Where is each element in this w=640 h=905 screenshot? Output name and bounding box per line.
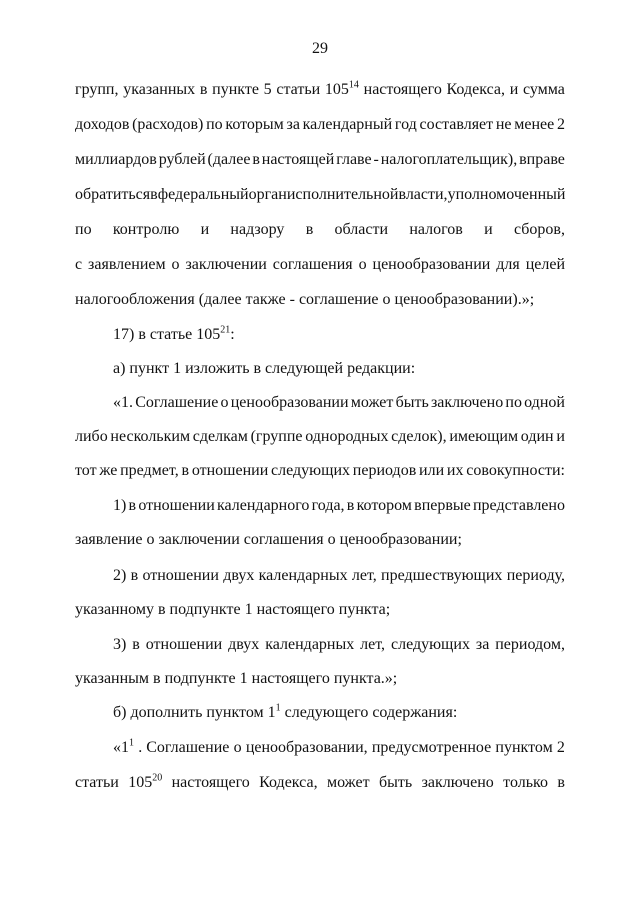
text-chunk — [231, 393, 349, 413]
text-chunk — [396, 393, 429, 413]
chunk-text: 5 — [263, 81, 272, 98]
text-chunk — [75, 220, 92, 240]
text-line — [113, 566, 565, 586]
chunk-text: настоящего — [363, 81, 442, 98]
text-chunk — [88, 255, 166, 275]
chunk-text: только — [503, 774, 548, 791]
text-line — [113, 703, 565, 723]
text-chunk — [448, 185, 566, 205]
chunk-text: в — [557, 774, 565, 791]
chunk-text: сделкам — [192, 428, 248, 445]
text-chunk — [123, 80, 195, 100]
chunk-text: по — [505, 394, 522, 411]
chunk-text: сумма — [522, 81, 565, 98]
chunk-text: соглашения — [272, 256, 353, 273]
text-chunk — [138, 738, 229, 758]
chunk-text: календарных — [265, 636, 355, 653]
chunk-text: с — [75, 256, 83, 273]
text-chunk — [75, 531, 462, 548]
text-chunk — [505, 393, 522, 413]
chunk-text: 3) — [113, 636, 127, 653]
superscript: 20 — [152, 772, 163, 784]
chunk-text: о — [358, 256, 367, 273]
chunk-text: : — [230, 326, 235, 343]
text-line — [75, 461, 565, 481]
chunk-text: Кодекса, — [446, 81, 505, 98]
text-line — [75, 600, 565, 620]
chunk-text: в — [132, 636, 140, 653]
superscript: 1 — [129, 737, 134, 749]
text-chunk — [419, 461, 444, 481]
chunk-text: ценообразовании, — [245, 739, 368, 756]
superscript: 14 — [348, 79, 359, 91]
text-chunk — [381, 566, 502, 586]
text-chunk — [75, 427, 108, 447]
chunk-text: 105 — [128, 774, 153, 791]
chunk-text: следующего содержания: — [280, 704, 458, 721]
chunk-text: быть — [395, 394, 429, 411]
text-chunk — [172, 255, 180, 275]
chunk-text: Соглашение — [135, 394, 219, 411]
chunk-text: года, — [311, 497, 345, 514]
chunk-text: одной — [524, 394, 565, 411]
text-chunk — [264, 80, 272, 100]
text-line — [75, 255, 565, 275]
chunk-text: налогообложения (далее также - соглашение о ценообразовании).»; — [75, 291, 535, 308]
chunk-text: котором — [356, 497, 412, 514]
chunk-text: обратиться — [75, 186, 151, 203]
text-chunk — [503, 773, 548, 793]
text-chunk — [431, 393, 503, 413]
chunk-text: двух — [228, 636, 260, 653]
chunk-text: календарного — [217, 497, 310, 514]
text-chunk — [557, 773, 565, 793]
chunk-text: составляет — [419, 116, 494, 133]
text-chunk — [113, 566, 126, 586]
chunk-text: отношении — [191, 462, 269, 479]
text-chunk — [514, 115, 554, 135]
chunk-text: в — [128, 497, 137, 514]
chunk-text: по — [75, 221, 92, 238]
chunk-text: «1. — [113, 394, 133, 411]
chunk-text: имеющим — [449, 428, 519, 445]
chunk-text: «1 — [113, 739, 129, 756]
chunk-text: статьи — [75, 774, 119, 791]
text-chunk — [113, 360, 415, 377]
chunk-text: указанных — [123, 81, 196, 98]
chunk-text: или — [419, 462, 445, 479]
text-chunk — [305, 427, 388, 447]
text-chunk — [422, 773, 494, 793]
text-chunk — [159, 150, 206, 170]
text-chunk — [138, 496, 214, 516]
text-chunk — [113, 496, 126, 516]
text-chunk — [395, 115, 417, 135]
chunk-text: их — [446, 462, 464, 479]
text-chunk — [496, 115, 512, 135]
chunk-text: о — [220, 394, 229, 411]
text-chunk — [447, 80, 505, 100]
chunk-text: заключено — [421, 774, 494, 791]
text-chunk — [225, 115, 283, 135]
text-chunk — [230, 326, 234, 343]
text-chunk — [113, 704, 281, 721]
text-chunk — [391, 427, 446, 447]
text-chunk — [379, 773, 412, 793]
text-line — [75, 427, 565, 447]
text-chunk — [172, 773, 250, 793]
chunk-text: 2) — [113, 567, 127, 584]
text-chunk — [557, 115, 565, 135]
text-chunk — [273, 255, 353, 275]
text-chunk — [128, 773, 162, 793]
text-chunk — [364, 80, 442, 100]
chunk-text: и — [200, 221, 210, 238]
text-chunk — [526, 255, 565, 275]
text-chunk — [287, 185, 399, 205]
chunk-text: области — [334, 221, 389, 238]
text-chunk — [142, 566, 218, 586]
chunk-text: налогоплательщик), — [380, 151, 518, 168]
chunk-text: федеральный — [157, 186, 249, 203]
chunk-text: 17) в статье 105 — [113, 326, 221, 343]
text-chunk — [131, 566, 139, 586]
text-chunk — [75, 115, 129, 135]
chunk-text: за — [475, 636, 490, 653]
text-chunk — [75, 601, 390, 618]
text-line — [75, 669, 565, 689]
text-chunk — [200, 80, 208, 100]
text-chunk — [158, 185, 249, 205]
chunk-text: исполнительной — [286, 186, 399, 203]
chunk-text: следующих — [271, 462, 350, 479]
text-chunk — [75, 461, 97, 481]
text-chunk — [325, 80, 359, 100]
chunk-text: в — [346, 497, 355, 514]
text-chunk — [132, 635, 140, 655]
chunk-text: пунктом — [495, 739, 553, 756]
chunk-text: не — [495, 116, 512, 133]
chunk-text: год — [394, 116, 417, 133]
text-chunk — [113, 393, 133, 413]
text-chunk — [281, 704, 458, 721]
chunk-text: в — [181, 462, 190, 479]
chunk-text: заявлением — [88, 256, 166, 273]
text-chunk — [246, 738, 368, 758]
chunk-text: совокупности: — [466, 462, 565, 479]
chunk-text: власти, — [398, 186, 448, 203]
chunk-text: 105 — [324, 81, 349, 98]
text-chunk — [306, 220, 314, 240]
text-chunk — [557, 738, 565, 758]
text-chunk — [495, 635, 565, 655]
text-line — [75, 220, 565, 240]
chunk-text: ценообразовании — [372, 256, 491, 273]
text-line — [113, 325, 565, 345]
chunk-text: орган — [248, 186, 287, 203]
chunk-text: отношении — [138, 497, 215, 514]
chunk-text: либо — [75, 428, 108, 445]
chunk-text: (далее — [207, 151, 251, 168]
text-chunk — [519, 150, 565, 170]
text-chunk — [473, 496, 565, 516]
chunk-text: о — [233, 739, 242, 756]
chunk-text: и — [556, 428, 565, 445]
chunk-text: 2 — [556, 116, 565, 133]
chunk-text: настоящей — [261, 151, 335, 168]
text-chunk — [510, 80, 519, 100]
text-chunk — [75, 255, 82, 275]
chunk-text: 1) — [113, 497, 127, 514]
chunk-text: предмет, — [120, 462, 179, 479]
chunk-text: уполномоченный — [447, 186, 566, 203]
text-chunk — [507, 566, 565, 586]
chunk-text: отношении — [145, 636, 223, 653]
chunk-text: (группе — [250, 428, 303, 445]
text-chunk — [391, 635, 470, 655]
chunk-text: периоду, — [506, 567, 565, 584]
chunk-text: статьи — [276, 81, 321, 98]
text-line — [113, 496, 565, 516]
chunk-text: в — [252, 151, 260, 168]
text-line — [75, 80, 565, 100]
chunk-text: один — [520, 428, 554, 445]
text-line — [113, 635, 565, 655]
text-chunk — [193, 427, 248, 447]
superscript: 21 — [220, 324, 231, 336]
chunk-text: групп, — [75, 81, 119, 98]
chunk-text: нескольким — [110, 428, 191, 445]
text-chunk — [523, 80, 565, 100]
chunk-text: настоящего — [171, 774, 250, 791]
chunk-text: предусмотренное — [371, 739, 492, 756]
text-chunk — [353, 461, 416, 481]
chunk-text: впервые — [414, 497, 471, 514]
text-chunk — [113, 220, 179, 240]
chunk-text: за — [286, 116, 300, 133]
chunk-text: периодом, — [495, 636, 565, 653]
text-chunk — [484, 220, 493, 240]
text-chunk — [276, 80, 320, 100]
chunk-text: целей — [525, 256, 565, 273]
chunk-text: надзору — [230, 221, 285, 238]
chunk-text: вправе — [519, 151, 565, 168]
chunk-text: заявление о заключении соглашения о ценообразовании; — [75, 531, 462, 548]
chunk-text: контролю — [112, 221, 180, 238]
text-chunk — [398, 185, 447, 205]
text-chunk — [495, 738, 552, 758]
text-chunk — [228, 635, 259, 655]
chunk-text: для — [496, 256, 520, 273]
text-chunk — [414, 496, 471, 516]
chunk-text: и — [484, 221, 493, 238]
text-chunk — [75, 773, 119, 793]
chunk-text: б) дополнить пунктом 1 — [113, 704, 276, 721]
text-line — [113, 393, 565, 413]
text-chunk — [524, 393, 565, 413]
text-chunk — [181, 461, 189, 481]
text-chunk — [217, 496, 309, 516]
chunk-text: лет, — [351, 567, 377, 584]
text-chunk — [419, 115, 493, 135]
text-line — [75, 185, 565, 205]
text-chunk — [120, 461, 179, 481]
text-chunk — [113, 738, 134, 758]
chunk-text: представлено — [472, 497, 565, 514]
chunk-text: календарных — [258, 567, 348, 584]
chunk-text: о — [171, 256, 180, 273]
text-chunk — [357, 496, 412, 516]
text-chunk — [192, 461, 268, 481]
text-chunk — [303, 115, 393, 135]
chunk-text: миллиардов — [75, 151, 157, 168]
chunk-text: заключено — [430, 394, 504, 411]
chunk-text: которым — [225, 116, 284, 133]
chunk-text: сделок), — [391, 428, 447, 445]
text-chunk — [212, 80, 259, 100]
page-number: 29 — [312, 40, 328, 57]
chunk-text: в — [199, 81, 208, 98]
chunk-text: лет, — [360, 636, 386, 653]
text-chunk — [514, 220, 565, 240]
chunk-text: налогов — [409, 221, 463, 238]
text-chunk — [259, 773, 317, 793]
chunk-text: сборов, — [513, 221, 565, 238]
text-chunk — [409, 220, 463, 240]
chunk-text: ценообразовании — [230, 394, 349, 411]
chunk-text: в — [305, 221, 314, 238]
text-chunk — [75, 150, 157, 170]
text-chunk — [335, 220, 388, 240]
chunk-text: календарный — [302, 116, 393, 133]
text-chunk — [466, 461, 565, 481]
text-chunk — [249, 185, 287, 205]
text-chunk — [374, 150, 379, 170]
chunk-text: однородных — [305, 428, 389, 445]
text-chunk — [146, 635, 222, 655]
chunk-text: 2 — [556, 739, 565, 756]
text-chunk — [271, 461, 350, 481]
text-chunk — [352, 566, 377, 586]
chunk-text: быть — [379, 774, 413, 791]
chunk-text: отношении — [142, 567, 219, 584]
text-chunk — [381, 150, 518, 170]
text-chunk — [113, 326, 230, 343]
text-chunk — [351, 393, 394, 413]
chunk-text: рублей — [158, 151, 206, 168]
text-chunk — [75, 291, 534, 308]
text-chunk — [99, 461, 117, 481]
chunk-text: . Соглашение — [138, 739, 230, 756]
text-line — [75, 290, 565, 310]
text-chunk — [230, 220, 284, 240]
chunk-text: главе — [336, 151, 372, 168]
chunk-text: по — [206, 116, 223, 133]
text-chunk — [252, 150, 260, 170]
text-chunk — [336, 150, 371, 170]
text-chunk — [447, 461, 464, 481]
chunk-text: - — [373, 151, 379, 168]
text-line — [113, 359, 565, 379]
text-line — [113, 738, 565, 758]
text-chunk — [185, 255, 266, 275]
text-chunk — [75, 185, 150, 205]
text-chunk — [75, 80, 118, 100]
text-chunk — [132, 115, 203, 135]
chunk-text: доходов — [75, 116, 130, 133]
superscript: 1 — [275, 702, 281, 714]
chunk-text: Кодекса, — [259, 774, 318, 791]
text-line — [75, 150, 565, 170]
chunk-text: менее — [514, 116, 555, 133]
chunk-text: периодов — [352, 462, 417, 479]
text-chunk — [208, 150, 251, 170]
chunk-text: в — [150, 186, 158, 203]
chunk-text: следующих — [390, 636, 470, 653]
text-chunk — [347, 496, 355, 516]
text-chunk — [113, 635, 126, 655]
chunk-text: (расходов) — [132, 116, 204, 133]
text-chunk — [251, 427, 303, 447]
chunk-text: пункте — [212, 81, 259, 98]
text-chunk — [496, 255, 519, 275]
chunk-text: в — [130, 567, 139, 584]
text-chunk — [521, 427, 554, 447]
chunk-text: же — [99, 462, 118, 479]
text-chunk — [359, 255, 367, 275]
chunk-text: двух — [223, 567, 255, 584]
text-chunk — [373, 255, 491, 275]
text-chunk — [129, 496, 137, 516]
text-chunk — [287, 115, 300, 135]
text-chunk — [110, 427, 190, 447]
chunk-text: указанным в подпункте 1 настоящего пункта.»; — [75, 670, 398, 687]
chunk-text: может — [350, 394, 394, 411]
text-chunk — [206, 115, 223, 135]
text-line — [75, 773, 565, 793]
text-chunk — [327, 773, 370, 793]
text-line — [75, 115, 565, 135]
text-chunk — [556, 427, 565, 447]
text-chunk — [150, 185, 158, 205]
text-chunk — [75, 670, 397, 687]
chunk-text: может — [326, 774, 370, 791]
text-chunk — [476, 635, 489, 655]
text-chunk — [135, 393, 218, 413]
chunk-text: указанному в подпункте 1 настоящего пункта; — [75, 601, 391, 618]
text-chunk — [221, 393, 229, 413]
text-chunk — [262, 150, 335, 170]
text-line — [75, 530, 565, 550]
chunk-text: и — [509, 81, 519, 98]
text-chunk — [449, 427, 518, 447]
text-chunk — [265, 635, 354, 655]
chunk-text: предшествующих — [381, 567, 503, 584]
text-chunk — [312, 496, 345, 516]
text-chunk — [372, 738, 491, 758]
chunk-text: а) пункт 1 изложить в следующей редакции: — [113, 360, 416, 377]
text-chunk — [234, 738, 242, 758]
text-chunk — [360, 635, 385, 655]
chunk-text: тот — [75, 462, 97, 479]
chunk-text: заключении — [185, 256, 267, 273]
text-chunk — [259, 566, 348, 586]
text-chunk — [201, 220, 210, 240]
text-chunk — [223, 566, 254, 586]
